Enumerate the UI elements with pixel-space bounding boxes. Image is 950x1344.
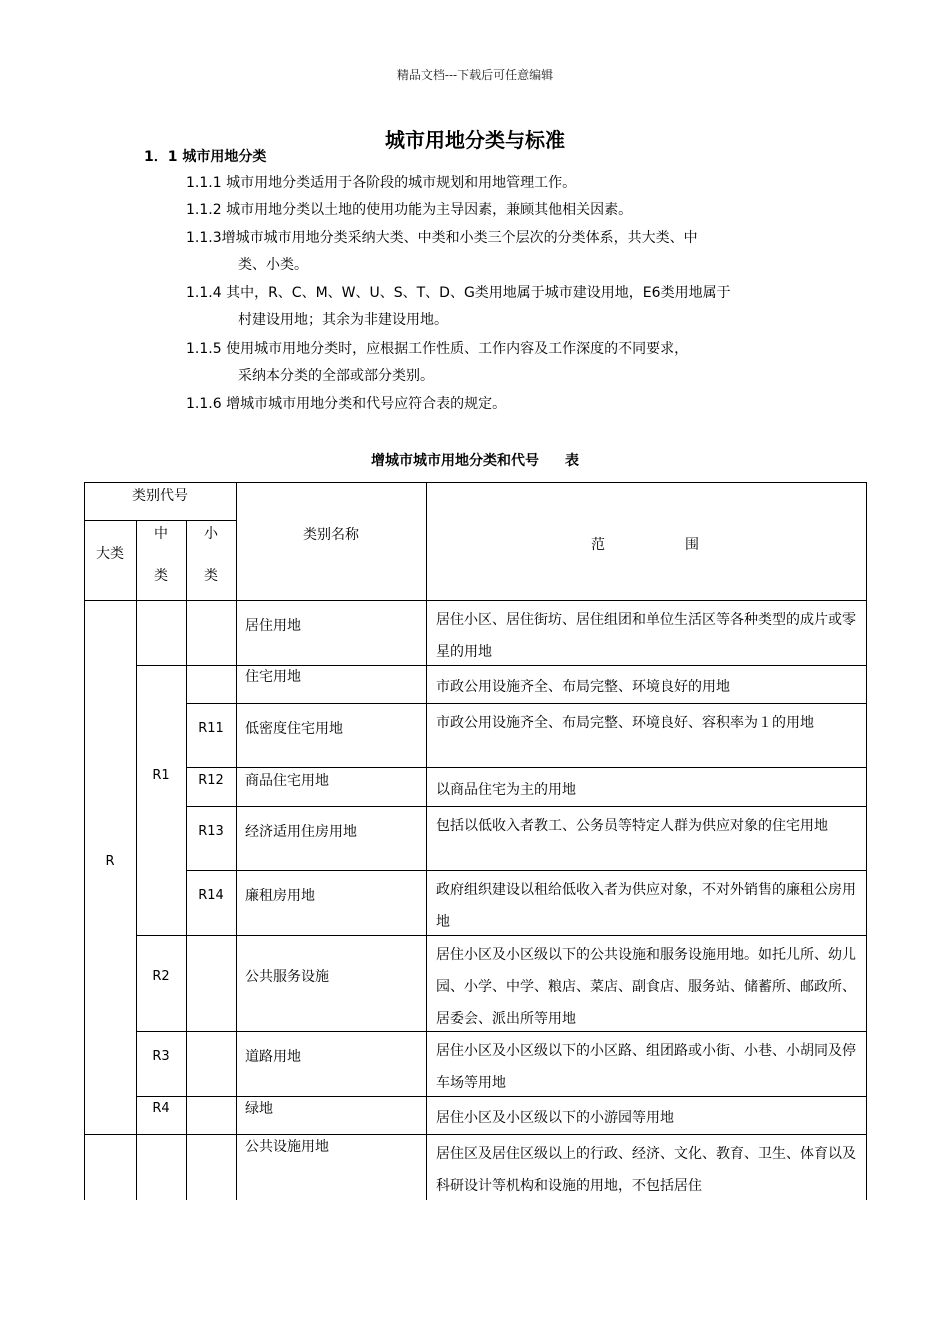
paragraph-1-1-2: 1.1.2 城市用地分类以土地的使用功能为主导因素，兼顾其他相关因素。 <box>186 202 633 218</box>
table-border <box>186 520 187 1200</box>
section-heading: 1．1 城市用地分类 <box>144 149 267 165</box>
table-border <box>84 482 85 1200</box>
table-border <box>236 482 237 1200</box>
header-scope-1: 范 <box>591 537 605 553</box>
medium-code-r1: R1 <box>152 768 170 783</box>
category-name: 商品住宅用地 <box>245 773 329 789</box>
category-scope: 居住区及居住区级以上的行政、经济、文化、教育、卫生、体育以及科研设计等机构和设施的用地，不包括居住 <box>436 1146 856 1194</box>
page-header: 精品文档---下载后可任意编辑 <box>396 68 554 82</box>
header-code-group: 类别代号 <box>132 488 188 504</box>
category-name: 公共服务设施 <box>245 969 329 985</box>
table-border <box>84 1134 867 1135</box>
paragraph-continuation: 采纳本分类的全部或部分类别。 <box>238 368 434 384</box>
paragraph-line: 1.1.4 其中，R、C、M、W、U、S、T、D、G类用地属于城市建设用地，E6类用地属于 <box>186 285 731 301</box>
table-border <box>866 482 867 1200</box>
header-name: 类别名称 <box>303 527 359 543</box>
category-scope: 市政公用设施齐全、布局完整、环境良好的用地 <box>436 679 730 695</box>
header-medium-2: 类 <box>154 568 168 584</box>
category-scope: 居住小区、居住街坊、居住组团和单位生活区等各种类型的成片或零星的用地 <box>436 612 856 660</box>
table-border <box>426 482 427 1200</box>
category-name: 居住用地 <box>245 618 301 634</box>
paragraph-line: 1.1.3增城市城市用地分类采纳大类、中类和小类三个层次的分类体系，共大类、中 <box>186 230 698 246</box>
major-code-r: R <box>105 854 115 869</box>
paragraph-continuation: 类、小类。 <box>238 257 308 273</box>
category-name: 道路用地 <box>245 1049 301 1065</box>
medium-code-r2: R2 <box>152 969 170 984</box>
minor-code-r14: R14 <box>198 888 224 903</box>
table-border <box>186 703 867 704</box>
minor-code-r11: R11 <box>198 721 224 736</box>
category-scope: 居住小区及小区级以下的小游园等用地 <box>436 1110 674 1126</box>
table-title-text: 增城市城市用地分类和代号 <box>371 453 539 469</box>
paragraph-1-1-1: 1.1.1 城市用地分类适用于各阶段的城市规划和用地管理工作。 <box>186 175 577 191</box>
header-minor-2: 类 <box>204 568 218 584</box>
header-scope-2: 围 <box>685 537 699 553</box>
table-title-suffix: 表 <box>565 453 579 469</box>
category-name: 绿地 <box>245 1101 273 1117</box>
category-name: 公共设施用地 <box>245 1139 329 1155</box>
table-border <box>84 600 867 601</box>
table-border <box>186 870 867 871</box>
category-scope: 政府组织建设以租给低收入者为供应对象，不对外销售的廉租公房用地 <box>436 882 856 930</box>
category-name: 经济适用住房用地 <box>245 824 357 840</box>
medium-code-r4: R4 <box>152 1101 170 1116</box>
minor-code-r13: R13 <box>198 824 224 839</box>
header-medium-1: 中 <box>154 526 168 542</box>
header-major: 大类 <box>96 546 124 562</box>
category-scope: 居住小区及小区级以下的公共设施和服务设施用地。如托儿所、幼儿园、小学、中学、粮店、菜店、副食店、服务站、储蓄所、邮政所、居委会、派出所等用地 <box>436 947 856 1027</box>
category-name: 廉租房用地 <box>245 888 315 904</box>
category-scope: 居住小区及小区级以下的小区路、组团路或小街、小巷、小胡同及停车场等用地 <box>436 1043 856 1091</box>
paragraph-line: 1.1.5 使用城市用地分类时，应根据工作性质、工作内容及工作深度的不同要求， <box>186 341 689 357</box>
category-scope: 市政公用设施齐全、布局完整、环境良好、容积率为１的用地 <box>436 715 814 731</box>
category-scope: 包括以低收入者教工、公务员等特定人群为供应对象的住宅用地 <box>436 818 828 834</box>
paragraph-continuation: 村建设用地；其余为非建设用地。 <box>238 312 448 328</box>
category-name: 住宅用地 <box>245 669 301 685</box>
paragraph-1-1-6: 1.1.6 增城市城市用地分类和代号应符合表的规定。 <box>186 396 507 412</box>
header-minor-1: 小 <box>204 526 218 542</box>
minor-code-r12: R12 <box>198 773 224 788</box>
category-name: 低密度住宅用地 <box>245 721 343 737</box>
medium-code-r3: R3 <box>152 1049 170 1064</box>
table-border <box>186 806 867 807</box>
document-title: 城市用地分类与标准 <box>385 128 565 152</box>
category-scope: 以商品住宅为主的用地 <box>436 782 576 798</box>
